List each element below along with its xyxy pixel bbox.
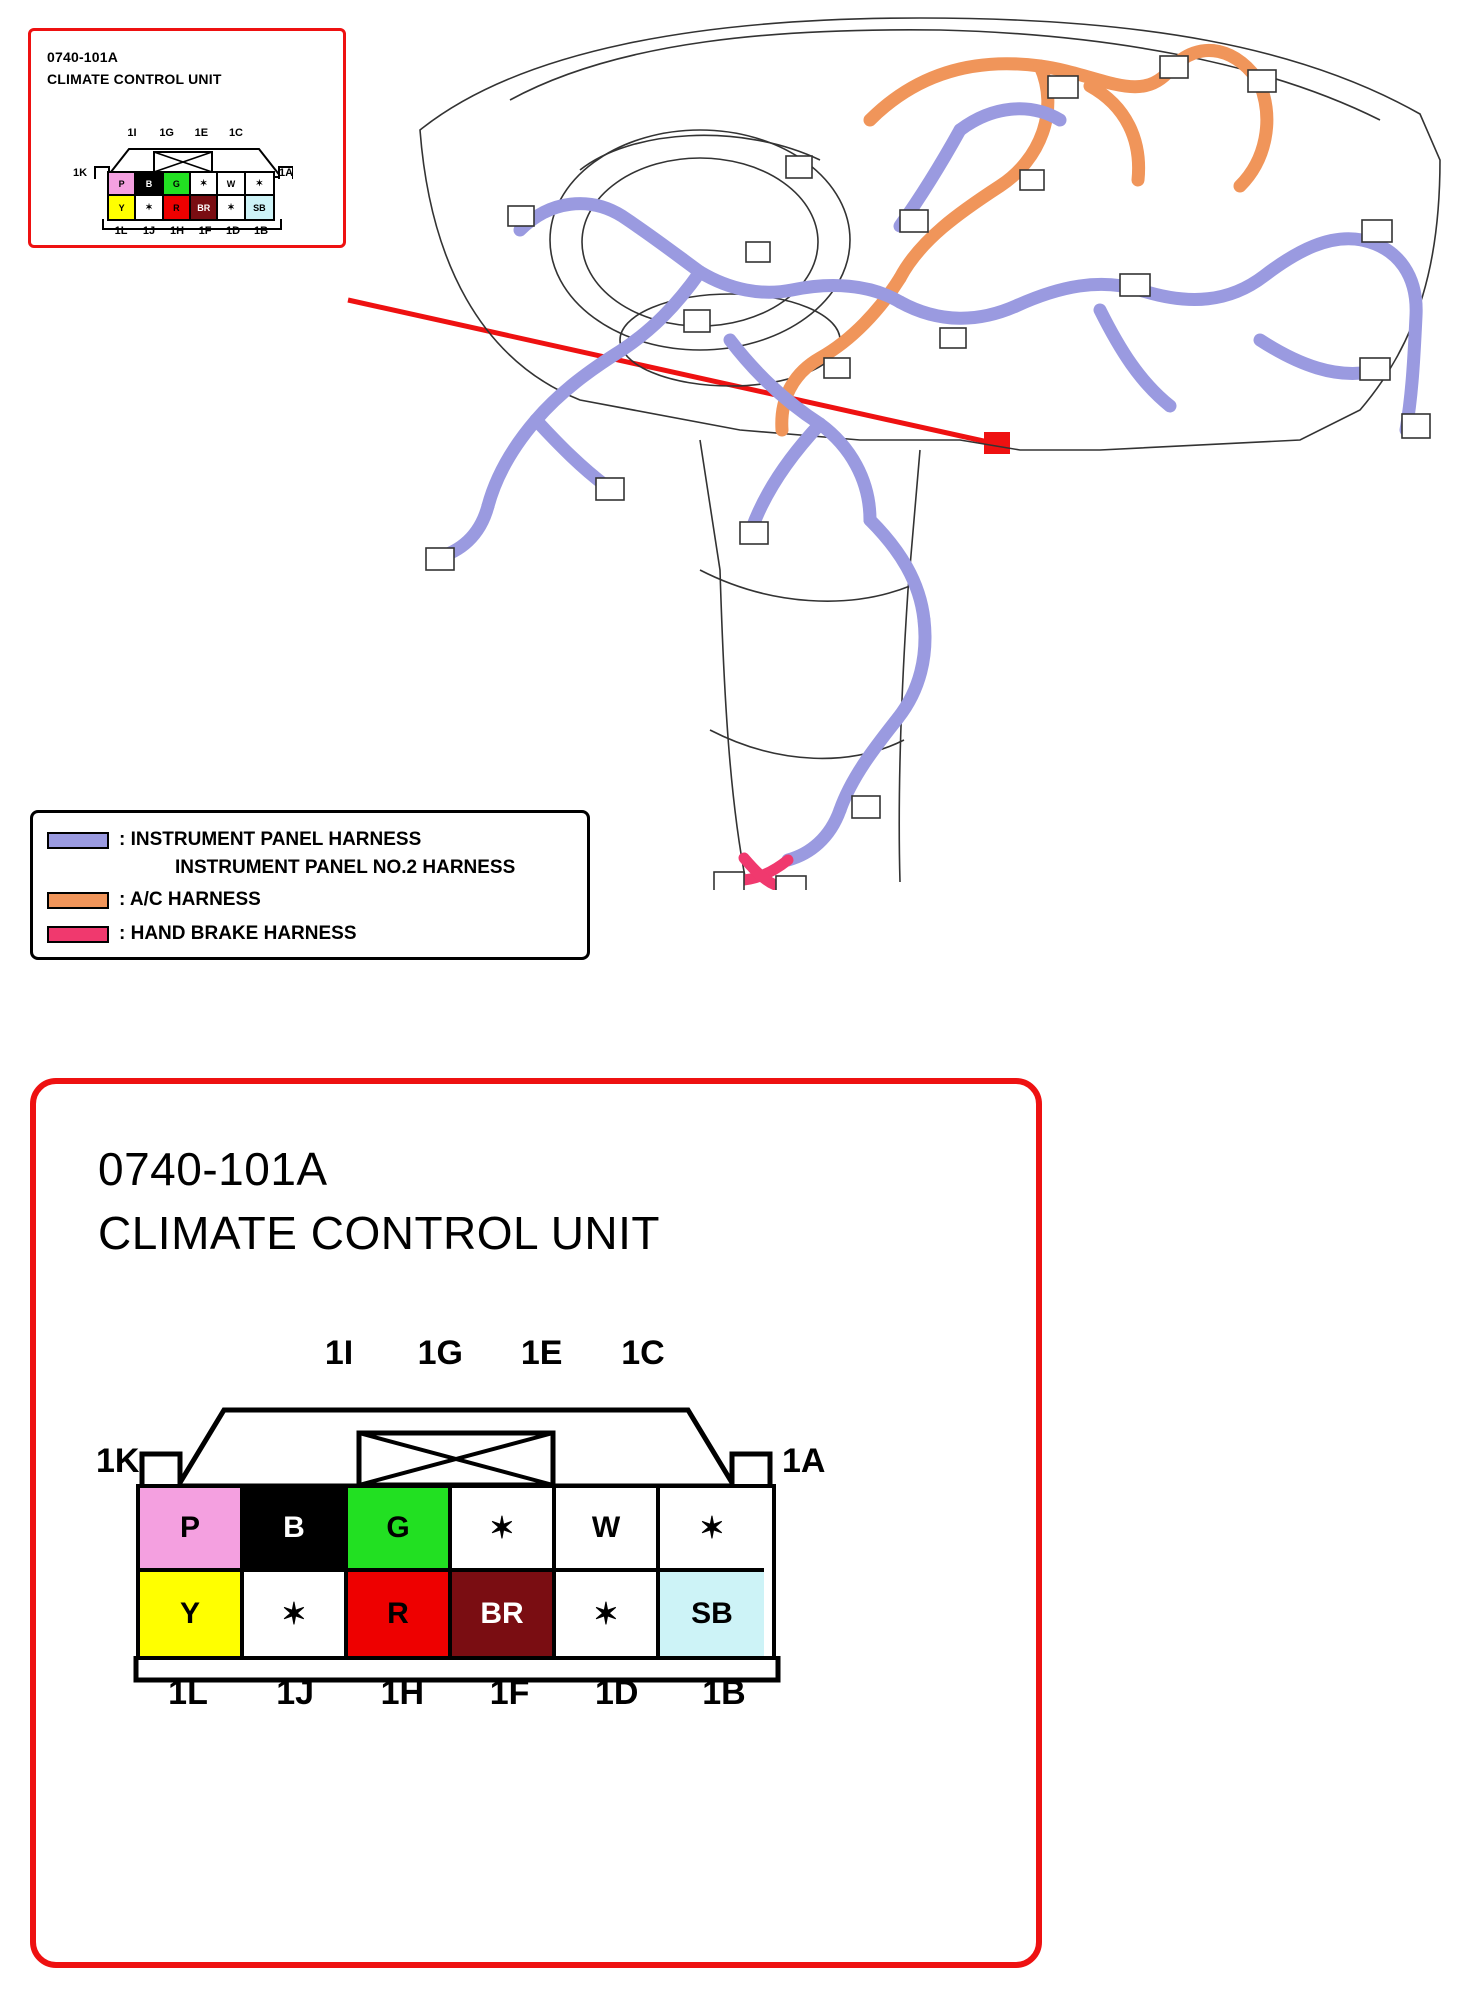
small-connector-diagram: [71, 127, 311, 243]
small-pin-1L: Y: [109, 196, 136, 219]
big-bottom-label-1: 1J: [276, 1674, 315, 1712]
big-pin-grid: [136, 1484, 776, 1660]
legend-label-hand-brake: : HAND BRAKE HARNESS: [119, 923, 357, 944]
big-pin-1L: Y: [140, 1572, 244, 1656]
legend-item-hand-brake: [47, 923, 357, 945]
small-bottom-label-5: 1B: [253, 225, 269, 237]
big-pin-1E: ✶: [452, 1488, 556, 1572]
small-pin-1F: BR: [191, 196, 218, 219]
callout-big: [30, 1078, 1042, 1968]
big-callout-name: CLIMATE CONTROL UNIT: [98, 1207, 661, 1259]
big-pin-1B: SB: [660, 1572, 764, 1656]
small-pin-1E: ✶: [191, 173, 218, 196]
small-connector-top-labels: [121, 127, 247, 139]
small-top-label-1: 1G: [159, 127, 174, 139]
small-pin-1C: W: [218, 173, 245, 196]
small-pin-grid: [107, 171, 275, 221]
big-top-label-2: 1E: [520, 1334, 563, 1372]
harness-legend: [30, 810, 590, 960]
small-connector-latch: [153, 151, 213, 173]
small-bottom-label-2: 1H: [169, 225, 185, 237]
big-callout-part-number: 0740-101A: [98, 1143, 328, 1195]
small-pin-1G: G: [164, 173, 191, 196]
legend-item-instrument-panel: [47, 829, 421, 851]
small-callout-name: CLIMATE CONTROL UNIT: [47, 71, 222, 87]
callout-small: [28, 28, 346, 248]
small-right-label: 1A: [279, 167, 294, 179]
big-top-label-1: 1G: [417, 1334, 463, 1372]
legend-item-ac: [47, 889, 261, 911]
small-pin-1H: R: [164, 196, 191, 219]
legend-sublabel-instrument-panel-2: INSTRUMENT PANEL NO.2 HARNESS: [175, 857, 516, 878]
big-pin-1C: W: [556, 1488, 660, 1572]
big-pin-1F: BR: [452, 1572, 556, 1656]
big-bottom-label-4: 1D: [595, 1674, 639, 1712]
big-pin-1I: B: [244, 1488, 348, 1572]
big-connector-diagram: [96, 1334, 886, 1894]
small-pin-1K: P: [109, 173, 136, 196]
legend-label-instrument-panel: : INSTRUMENT PANEL HARNESS: [119, 829, 422, 850]
legend-swatch-instrument-panel: [47, 832, 109, 849]
big-connector-top-labels: [296, 1334, 686, 1373]
big-left-label: 1K: [96, 1442, 140, 1480]
big-pin-1G: G: [348, 1488, 452, 1572]
small-pin-1D: ✶: [218, 196, 245, 219]
legend-swatch-ac: [47, 892, 109, 909]
small-top-label-0: 1I: [127, 127, 137, 139]
legend-label-ac: : A/C HARNESS: [119, 889, 261, 910]
big-pin-1A: ✶: [660, 1488, 764, 1572]
small-top-label-3: 1C: [228, 127, 243, 139]
big-bottom-label-0: 1L: [168, 1674, 208, 1712]
small-pin-1A: ✶: [246, 173, 273, 196]
big-pin-1D: ✶: [556, 1572, 660, 1656]
small-top-label-2: 1E: [194, 127, 209, 139]
big-top-label-0: 1I: [324, 1334, 354, 1372]
big-pin-1J: ✶: [244, 1572, 348, 1656]
small-left-label: 1K: [73, 167, 88, 179]
big-pin-1K: P: [140, 1488, 244, 1572]
small-bottom-label-0: 1L: [114, 225, 128, 237]
big-right-label: 1A: [782, 1442, 826, 1480]
small-bottom-label-1: 1J: [142, 225, 156, 237]
big-pin-1H: R: [348, 1572, 452, 1656]
small-pin-1J: ✶: [136, 196, 163, 219]
small-callout-part-number: 0740-101A: [47, 49, 119, 65]
big-bottom-label-3: 1F: [489, 1674, 530, 1712]
small-bottom-label-3: 1F: [198, 225, 212, 237]
small-bottom-label-4: 1D: [225, 225, 241, 237]
big-connector-bottom-labels: [136, 1674, 776, 1713]
big-bottom-label-5: 1B: [702, 1674, 746, 1712]
instrument-panel-harness-illustration: [400, 10, 1460, 890]
small-pin-1B: SB: [246, 196, 273, 219]
big-top-label-3: 1C: [621, 1334, 665, 1372]
small-pin-1I: B: [136, 173, 163, 196]
small-connector-bottom-labels: [107, 225, 275, 237]
big-bottom-label-2: 1H: [380, 1674, 425, 1712]
legend-swatch-hand-brake: [47, 926, 109, 943]
big-connector-latch: [356, 1430, 556, 1488]
